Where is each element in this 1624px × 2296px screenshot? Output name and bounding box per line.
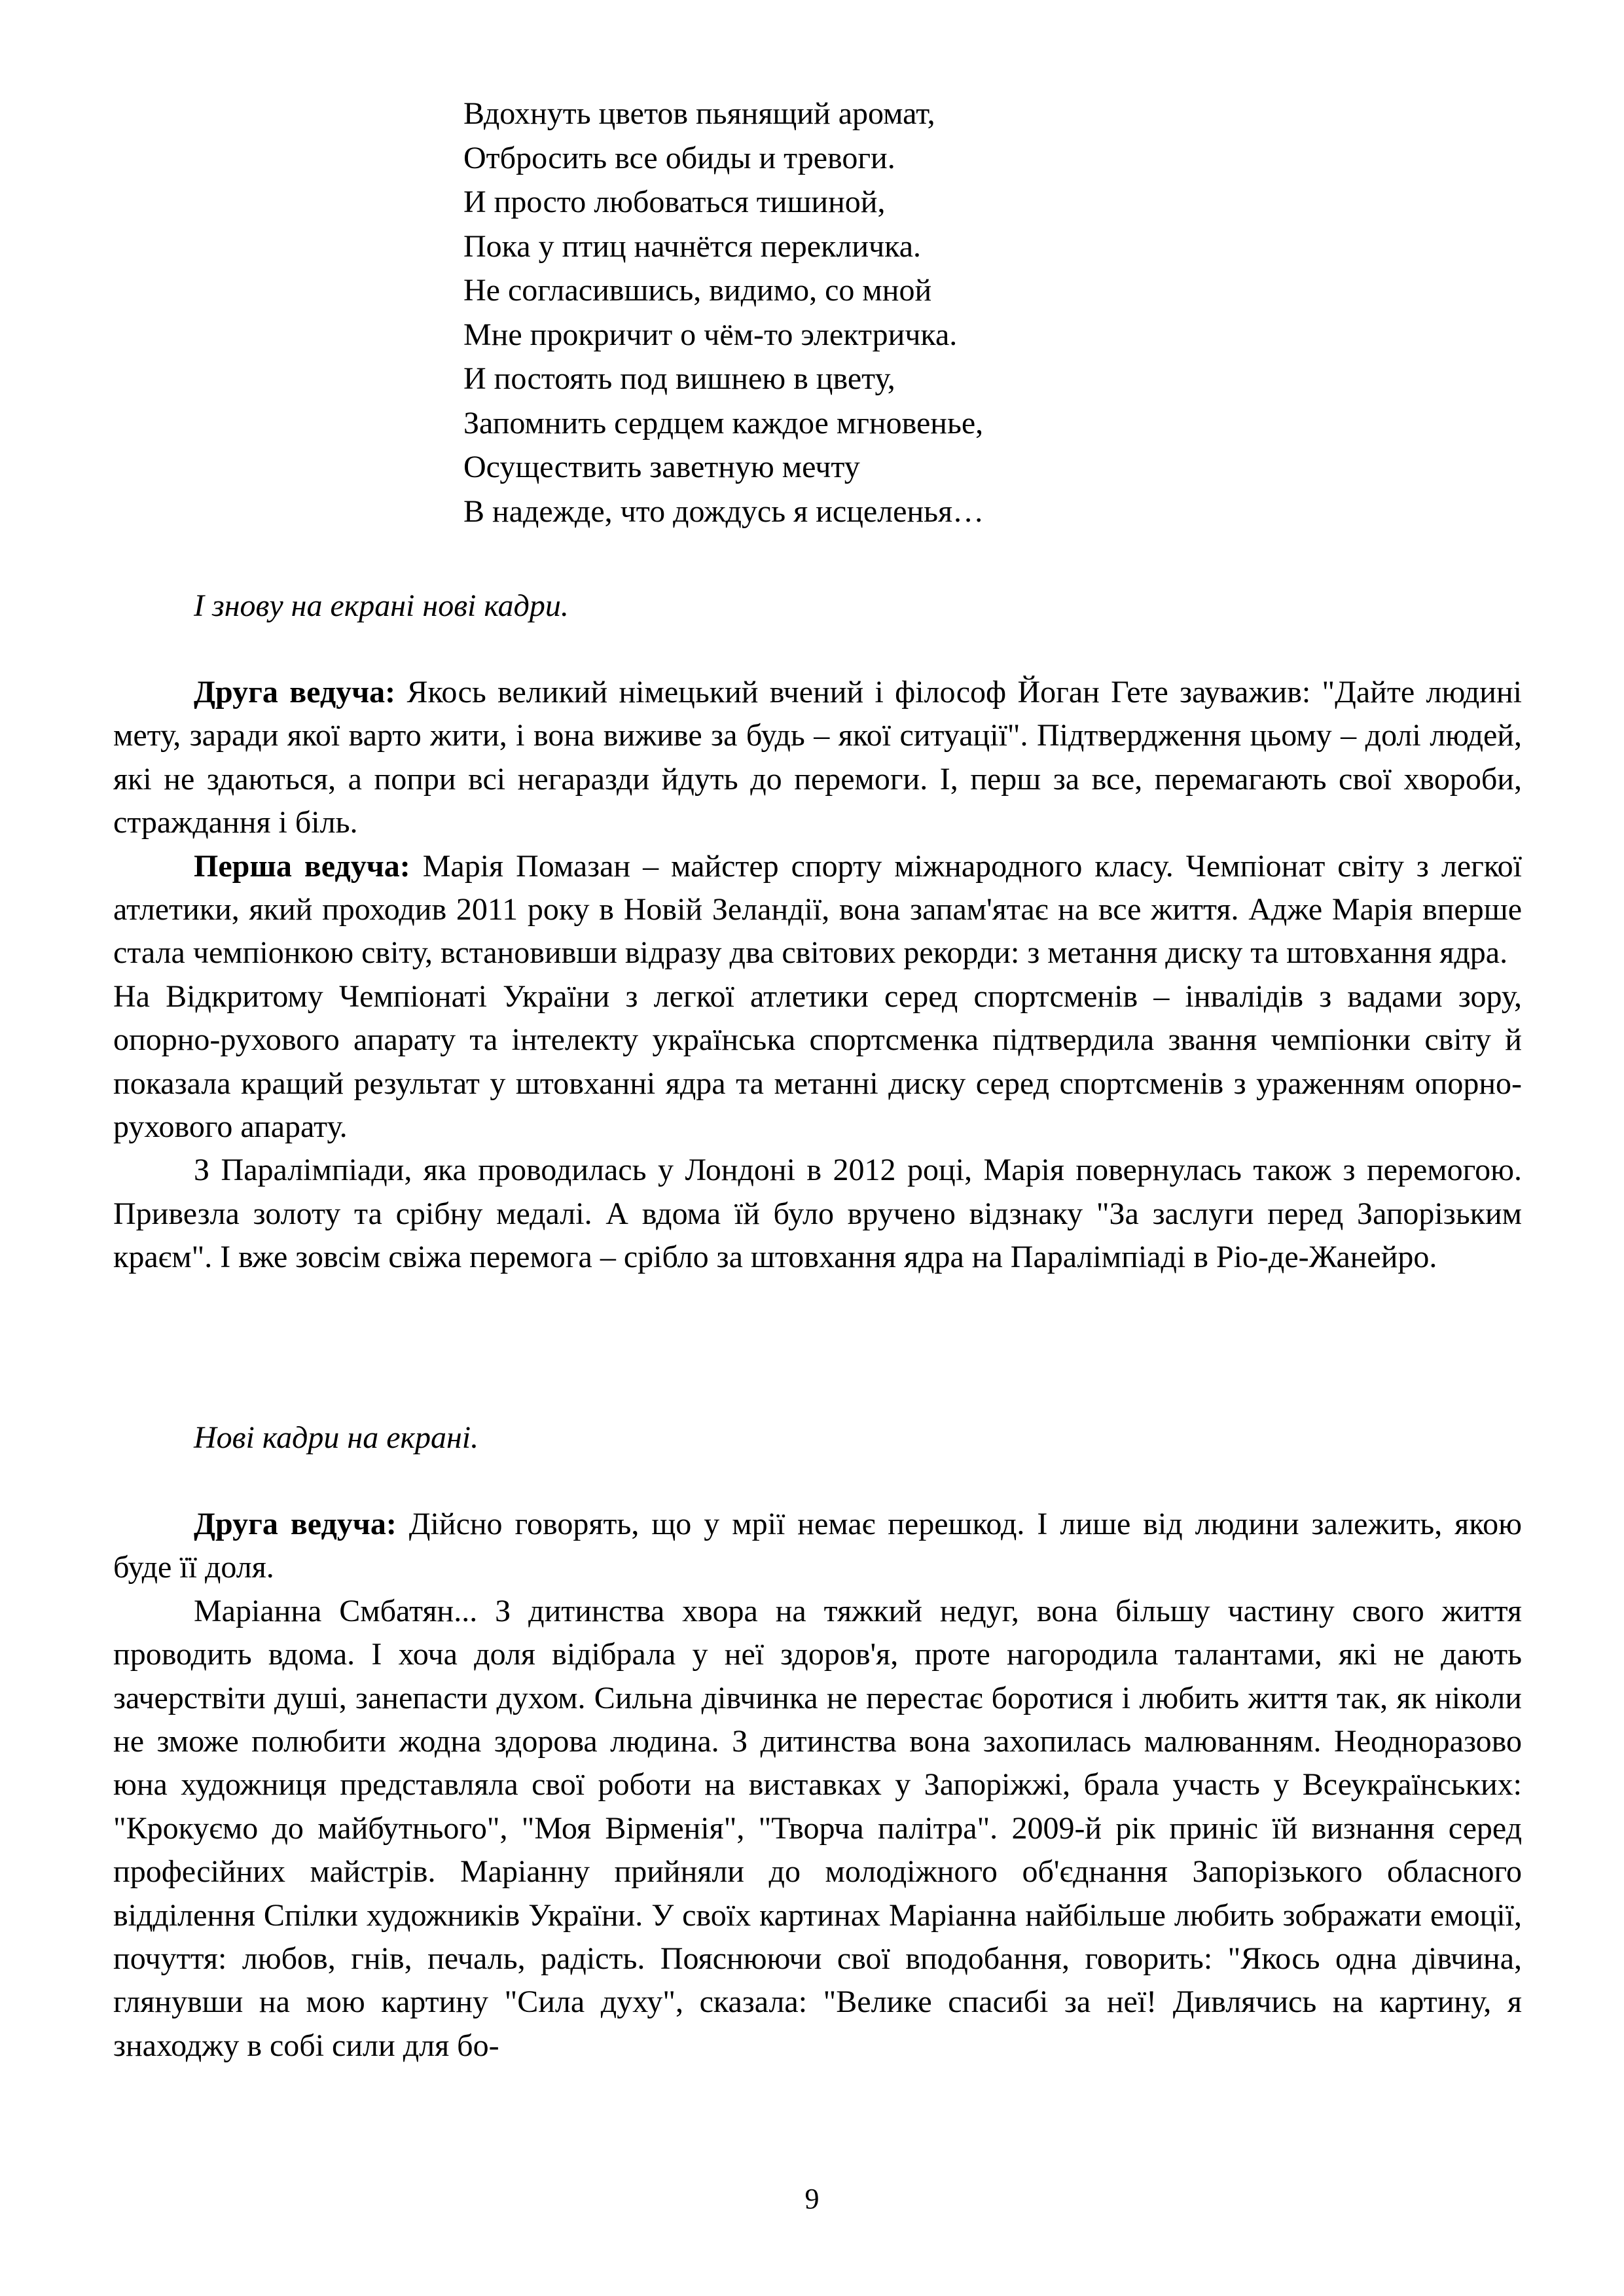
paragraph-championship: На Відкритому Чемпіонаті України з легкої атлетики серед спортсменів – інвалідів з вадами зору, опорно-рухового апарату та інтелекту українська спортсменка підтвердила звання чемпіонки світу й показала кращий результат у штовханні ядра та метанні диску серед спортсменів з ураженням опорно-рухового апарату. [113,978,1522,1145]
paragraph-text: Якось великий німецький вчений і філософ Йоган Гете зауважив: "Дайте людині мету, заради якої варто жити, і вона виживе за будь – якої ситуації". Підтвердження цьому – долі людей, які не здаються, а попри всі негаразди йдуть до перемоги. І, перш за все, перемагають свої хвороби, страждання і біль. [113,675,1522,840]
paragraph-second-host-1 [113,671,1522,845]
poem-line: И постоять под вишнею в цвету, [463,361,895,396]
paragraph-text: Дійсно говорять, що у мрії немає перешкод. І лише від людини залежить, якою буде її доля. [113,1507,1523,1585]
section-1 [113,671,1522,1280]
poem-block [463,92,1249,533]
poem-line: Пока у птиц начнётся перекличка. [463,228,922,264]
speaker-label: Перша ведуча: [194,848,410,884]
paragraph-text: Марія Помазан – майстер спорту міжнародного класу. Чемпіонат світу з легкої атлетики, який проходив 2011 року в Новій Зеландії, вона запам'ятає на все життя. Адже Марія вперше стала чемпіонкою світу, встановивши відразу два світових рекорди: з метання диску та штовхання ядра. [113,848,1522,971]
stage-direction-2: Нові кадри на екрані. [194,1420,479,1455]
section-2 [113,1503,1522,2068]
paragraph-second-host-2 [113,1503,1522,1590]
speaker-label: Друга ведуча: [194,675,396,709]
paragraph-paralympics: З Паралімпіади, яка проводилась у Лондоні в 2012 році, Марія повернулась також з перемогою. Привезла золоту та срібну медалі. А вдома їй було вручено відзнаку "За заслуги перед Запорізьким краєм". І вже зовсім свіжа перемога – срібло за штовхання ядра на Паралімпіаді в Ріо-де-Жанейро. [113,1153,1522,1275]
poem-line: Не согласившись, видимо, со мной [463,273,932,308]
poem-line: И просто любоваться тишиной, [463,185,886,219]
paragraph-first-host [113,845,1522,975]
poem-line: Запомнить сердцем каждое мгновенье, [463,405,984,440]
poem-line: В надежде, что дождусь я исцеленья… [463,493,984,529]
speaker-label: Друга ведуча: [194,1507,397,1541]
poem-line: Отбросить все обиды и тревоги. [463,140,895,175]
page-number: 9 [804,2183,820,2215]
poem-line: Мне прокричит о чём-то электричка. [463,317,958,352]
paragraph-marianna: Маріанна Смбатян... З дитинства хвора на тяжкий недуг, вона більшу частину свого життя проводить вдома. І хоча доля відібрала у неї здоров'я, проте нагородила талантами, які не дають зачерствіти душі, занепасти духом. Сильна дівчинка не перестає боротися і любить життя так, як ніколи не зможе полюбити жодна здорова людина. З дитинства вона захопилась малюванням. Неодноразово юна художниця представляла свої роботи на виставках у Запоріжжі, брала участь у Всеукраїнських: "Крокуємо до майбутнього", "Моя Вірменія", "Творча палітра". 2009-й рік приніс їй визнання серед професійних майстрів. Маріанну прийняли до молодіжного об'єднання Запорізького обласного відділення Спілки художників України. У своїх картинах Маріанна найбільше любить зображати емоції, почуття: любов, гнів, печаль, радість. Пояснюючи свої вподобання, говорить: "Якось одна дівчина, глянувши на мою картину "Сила духу", сказала: "Велике спасибі за неї! Дивлячись на картину, я знаходжу в собі сили для бо- [113,1593,1522,2063]
stage-direction-1: І знову на екрані нові кадри. [194,588,569,623]
poem-line: Вдохнуть цветов пьянящий аромат, [463,96,935,131]
poem-line: Осуществить заветную мечту [463,450,860,484]
